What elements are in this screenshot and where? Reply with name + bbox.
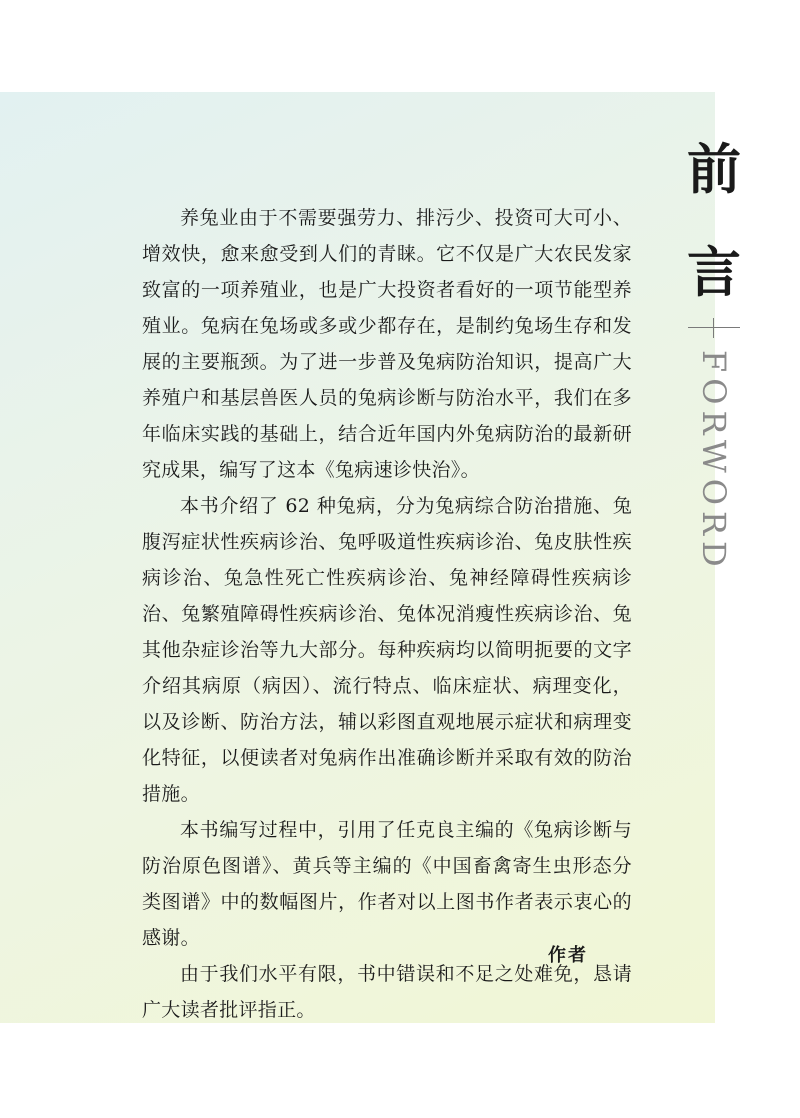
author-signature: 作者 <box>548 945 588 966</box>
heading-english-text: FORWORD <box>695 350 733 573</box>
preface-paragraph-2: 本书介绍了 62 种兔病，分为兔病综合防治措施、兔腹泻症状性疾病诊治、兔呼吸道性疾病诊治、兔皮肤性疾病诊治、兔急性死亡性疾病诊治、兔神经障碍性疾病诊治、兔繁殖障碍性疾病诊治、兔体况消瘦性疾病诊治、兔其他杂症诊治等九大部分。每种疾病均以简明扼要的文字介绍其病原（病因）、流行特点、临床症状、病理变化，以及诊断、防治方法，辅以彩图直观地展示症状和病理变化特征，以便读者对兔病作出准确诊断并采取有效的防治措施。 <box>142 495 632 805</box>
heading-char-2: 言 <box>687 240 741 304</box>
preface-paragraph-4: 由于我们水平有限，书中错误和不足之处难免，恳请广大读者批评指正。 <box>142 963 632 1021</box>
preface-paragraph-1: 养兔业由于不需要强劳力、排污少、投资可大可小、增效快，愈来愈受到人们的青睐。它不仅是广大农民发家致富的一项养殖业，也是广大投资者看好的一项节能型养殖业。兔病在兔场或多或少都存在，是制约兔场生存和发展的主要瓶颈。为了进一步普及兔病防治知识，提高广大养殖户和基层兽医人员的兔病诊断与防治水平，我们在多年临床实践的基础上，结合近年国内外兔病防治的最新研究成果，编写了这本《兔病速诊快治》。 <box>142 207 632 481</box>
heading-english <box>682 350 746 620</box>
preface-body <box>142 200 632 1028</box>
preface-paragraph-3: 本书编写过程中，引用了任克良主编的《兔病诊断与防治原色图谱》、黄兵等主编的《中国畜禽寄生虫形态分类图谱》中的数幅图片，作者对以上图书作者表示衷心的感谢。 <box>142 819 632 949</box>
heading-divider-tick <box>713 318 714 338</box>
heading-char-1: 前 <box>687 137 741 201</box>
heading-divider <box>688 327 740 328</box>
